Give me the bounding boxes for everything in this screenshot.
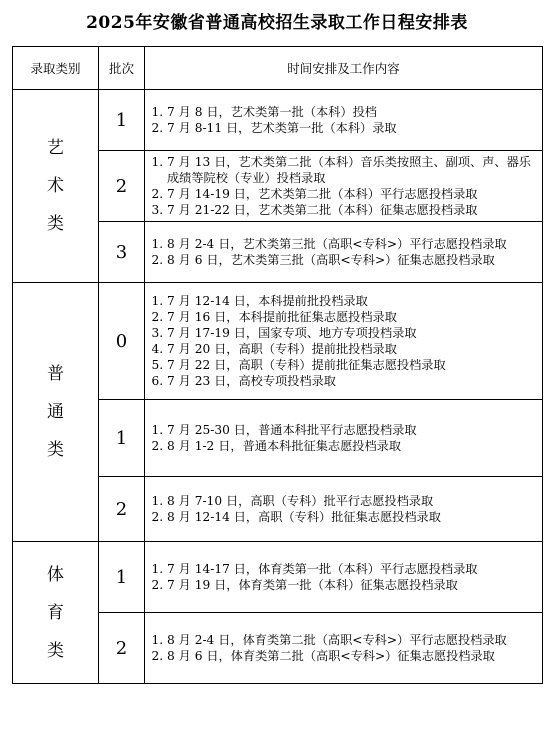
- schedule-item: 2. 8 月 6 日，体育类第二批（高职<专科>）征集志愿投档录取: [167, 648, 538, 664]
- schedule-item: 3. 7 月 21-22 日，艺术类第二批（本科）征集志愿投档录取: [167, 202, 538, 218]
- batch-number: 3: [99, 222, 145, 283]
- schedule-item: 2. 8 月 6 日，艺术类第三批（高职<专科>）征集志愿投档录取: [167, 252, 538, 268]
- category-char: 普: [47, 364, 64, 384]
- schedule-content: [145, 400, 543, 477]
- schedule-item: 2. 7 月 16 日，本科提前批征集志愿投档录取: [167, 309, 538, 325]
- batch-number: 2: [99, 613, 145, 684]
- schedule-item: 1. 7 月 12-14 日，本科提前批投档录取: [167, 293, 538, 309]
- header-row: [13, 47, 543, 90]
- batch-number: 0: [99, 283, 145, 400]
- category-char: 通: [47, 402, 64, 422]
- category-char: 类: [47, 640, 64, 661]
- schedule-item: 2. 8 月 1-2 日，普通本科批征集志愿投档录取: [167, 438, 538, 454]
- schedule-content: [145, 90, 543, 151]
- batch-number: 1: [99, 90, 145, 151]
- schedule-item: 1. 8 月 2-4 日，艺术类第三批（高职<专科>）平行志愿投档录取: [167, 236, 538, 252]
- category-char: 育: [47, 602, 64, 623]
- page-title: 2025年安徽省普通高校招生录取工作日程安排表: [86, 13, 468, 33]
- header-batch: 批次: [99, 47, 145, 90]
- category-char: 艺: [47, 138, 64, 158]
- schedule-item: 1. 7 月 14-17 日，体育类第一批（本科）平行志愿投档录取: [167, 561, 538, 577]
- schedule-content: [145, 283, 543, 400]
- batch-number: 1: [99, 542, 145, 613]
- schedule-item: 1. 8 月 7-10 日，高职（专科）批平行志愿投档录取: [167, 493, 538, 509]
- header-category: 录取类别: [13, 47, 99, 90]
- schedule-item: 4. 7 月 20 日，高职（专科）提前批投档录取: [167, 341, 538, 357]
- category-general: [13, 283, 99, 542]
- schedule-item: 1. 7 月 25-30 日，普通本科批平行志愿投档录取: [167, 422, 538, 438]
- batch-number: 2: [99, 477, 145, 542]
- header-content: 时间安排及工作内容: [145, 47, 543, 90]
- schedule-content: [145, 222, 543, 283]
- category-char: 类: [47, 214, 64, 234]
- schedule-item: 6. 7 月 23 日，高校专项投档录取: [167, 373, 538, 389]
- category-char: 体: [47, 564, 64, 585]
- batch-number: 2: [99, 151, 145, 222]
- schedule-item: 2. 7 月 19 日，体育类第一批（本科）征集志愿投档录取: [167, 577, 538, 593]
- schedule-content: [145, 542, 543, 613]
- category-sports: [13, 542, 99, 684]
- schedule-item: 2. 8 月 12-14 日，高职（专科）批征集志愿投档录取: [167, 509, 538, 525]
- schedule-item: 2. 7 月 14-19 日，艺术类第二批（本科）平行志愿投档录取: [167, 186, 538, 202]
- schedule-content: [145, 477, 543, 542]
- schedule-item: 1. 8 月 2-4 日，体育类第二批（高职<专科>）平行志愿投档录取: [167, 632, 538, 648]
- schedule-item: 1. 7 月 8 日，艺术类第一批（本科）投档: [167, 104, 538, 120]
- schedule-item: 1. 7 月 13 日，艺术类第二批（本科）音乐类按照主、副项、声、器乐成绩等院校（专业）投档录取: [167, 154, 538, 186]
- category-char: 术: [47, 176, 64, 196]
- schedule-item: 5. 7 月 22 日，高职（专科）提前批征集志愿投档录取: [167, 357, 538, 373]
- category-char: 类: [47, 440, 64, 460]
- table-row: [13, 90, 543, 151]
- category-art: [13, 90, 99, 283]
- schedule-content: [145, 151, 543, 222]
- table-row: [13, 283, 543, 400]
- table-row: [13, 542, 543, 613]
- batch-number: 1: [99, 400, 145, 477]
- schedule-table: [12, 46, 543, 684]
- schedule-content: [145, 613, 543, 684]
- schedule-item: 2. 7 月 8-11 日，艺术类第一批（本科）录取: [167, 120, 538, 136]
- schedule-item: 3. 7 月 17-19 日，国家专项、地方专项投档录取: [167, 325, 538, 341]
